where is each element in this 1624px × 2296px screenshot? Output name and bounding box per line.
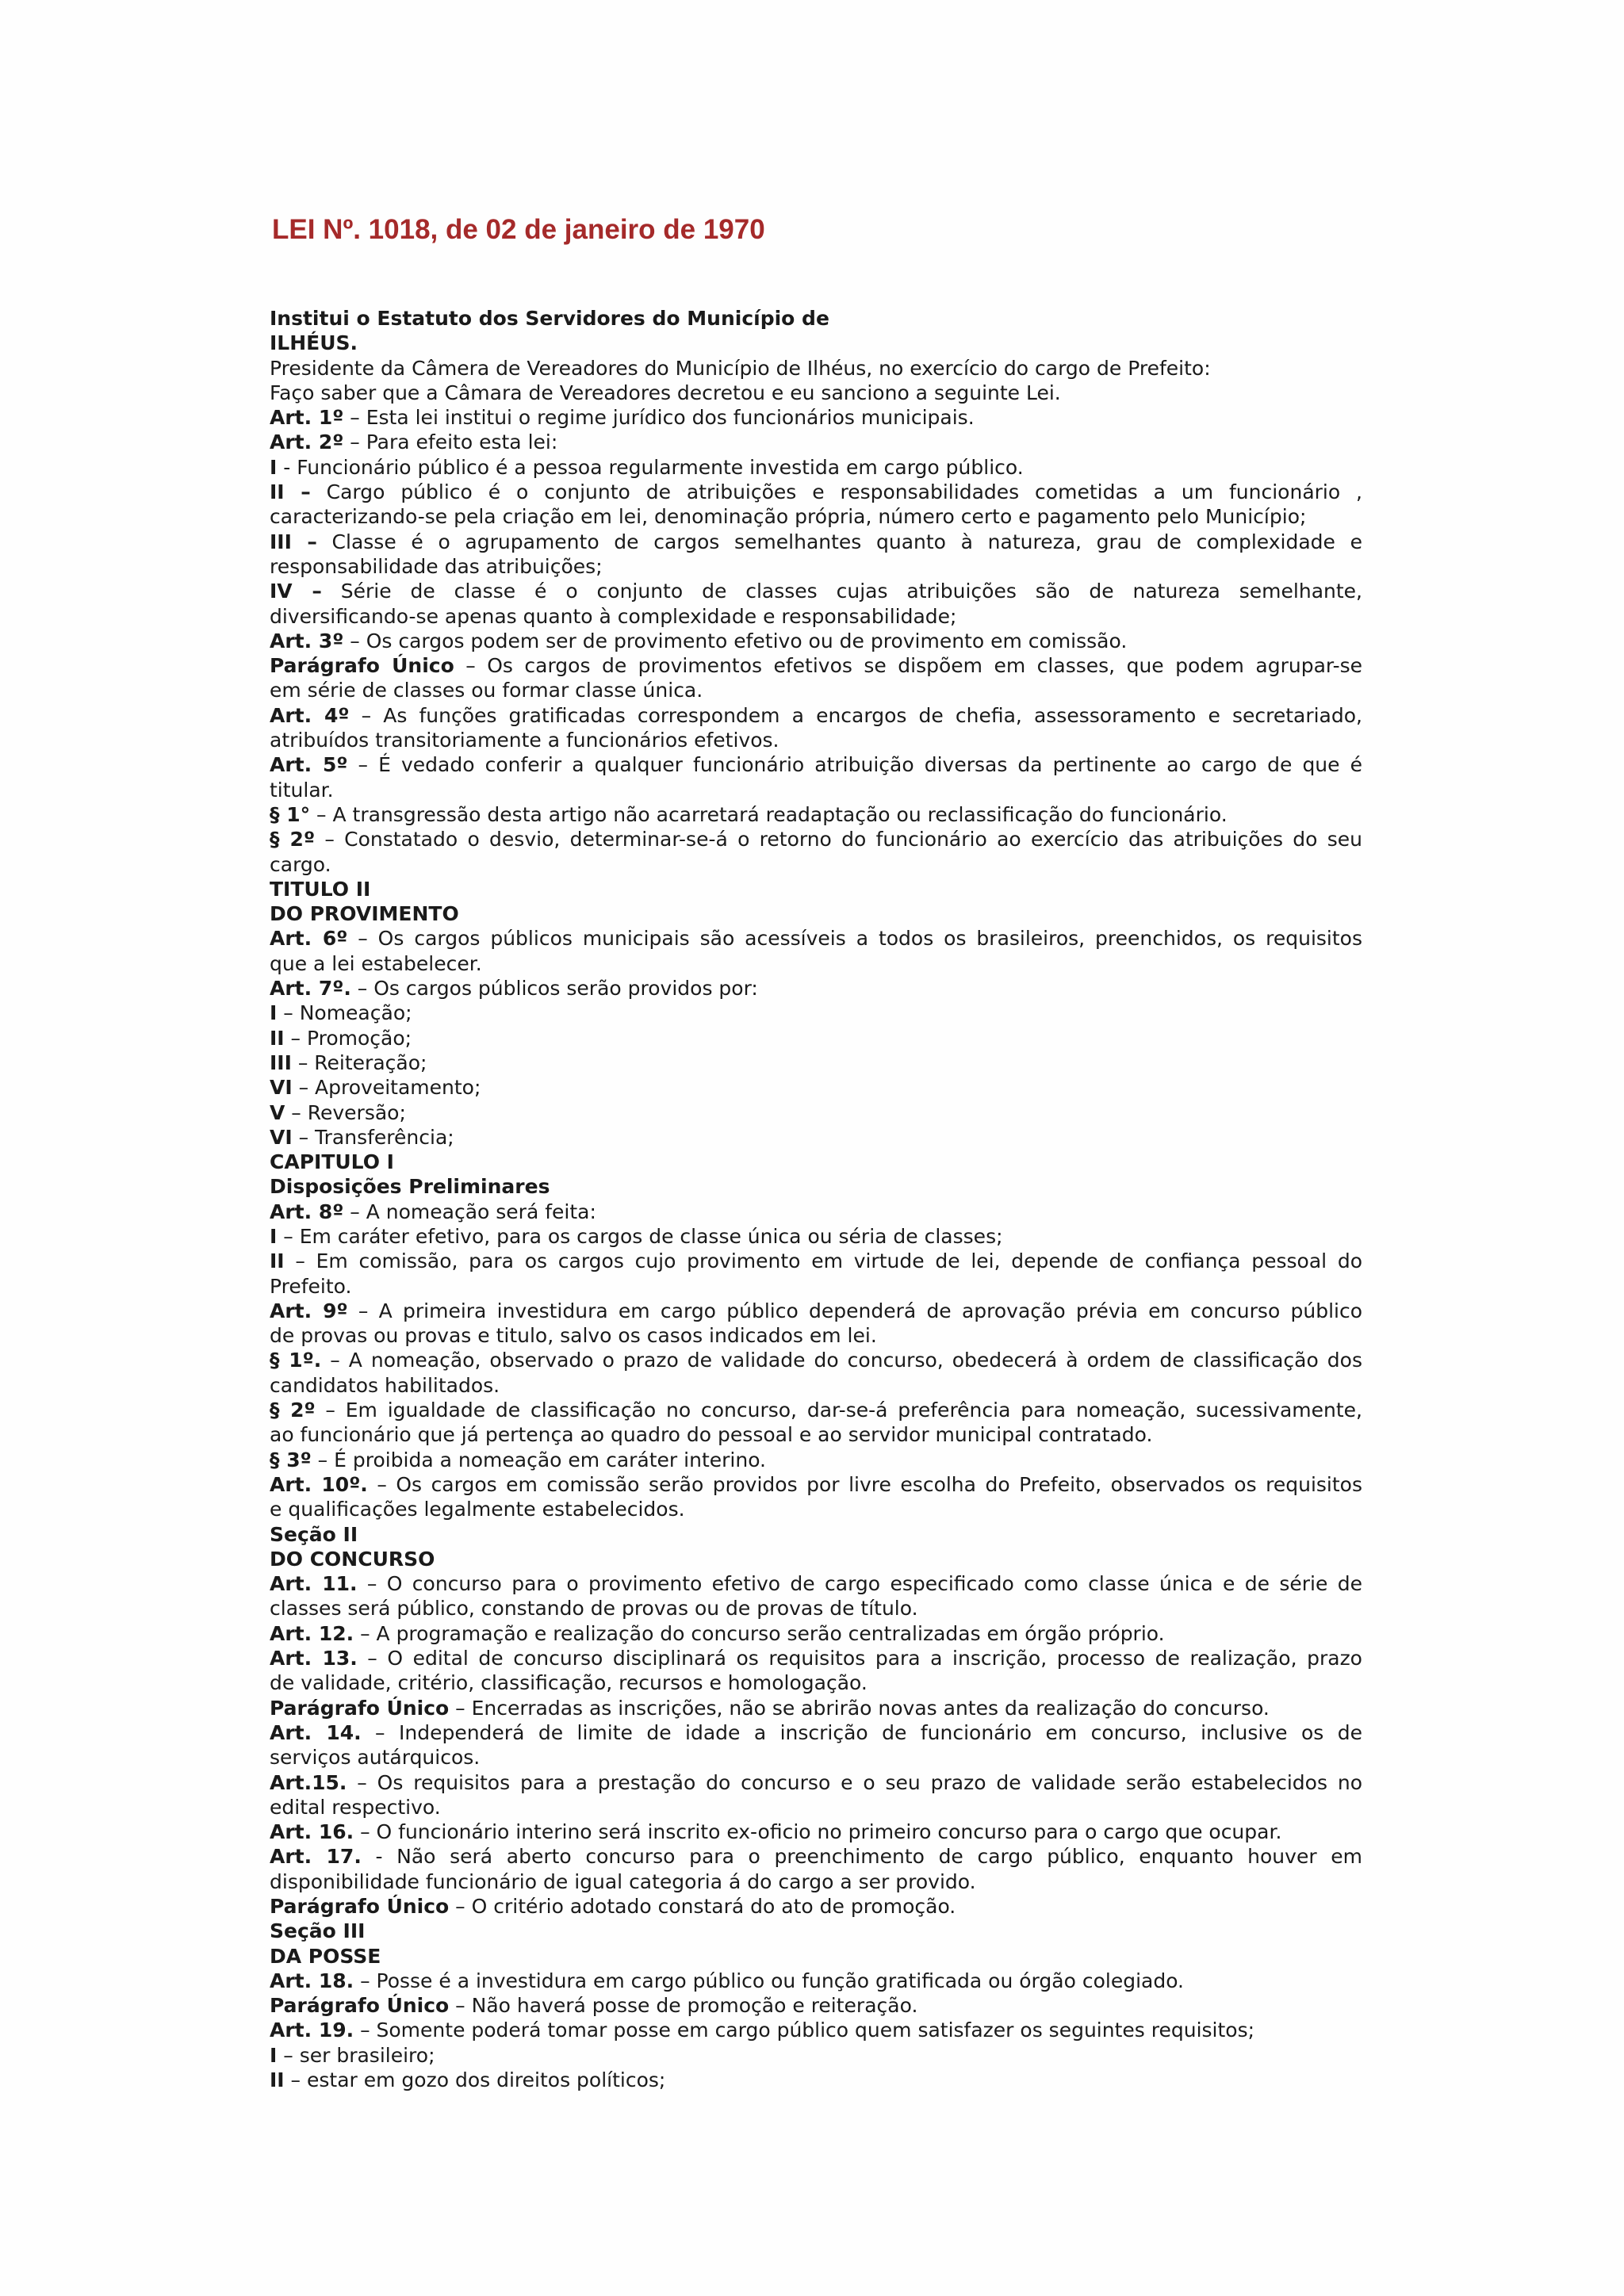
text-line — [270, 1795, 1362, 1820]
text-line — [270, 356, 1362, 381]
law-body — [270, 306, 1362, 2092]
line-text: – Não haverá posse de promoção e reiteração. — [449, 1994, 918, 2018]
bold-label: § 1º. — [270, 1349, 322, 1372]
bold-label: Art. 1º — [270, 406, 344, 430]
bold-label: III – — [270, 530, 317, 553]
text-line — [270, 1522, 1362, 1547]
text-line — [270, 703, 1362, 728]
text-line — [270, 2018, 1362, 2042]
text-line — [270, 629, 1362, 653]
line-text: – Reversão; — [285, 1100, 406, 1124]
text-line — [270, 1373, 1362, 1398]
line-text: serviços autárquicos. — [270, 1746, 481, 1770]
line-text: – Os cargos de provimentos efetivos se dispõem em classes, que podem agrupar-se — [454, 654, 1362, 678]
bold-label: DO PROVIMENTO — [270, 902, 459, 926]
bold-label: I — [270, 2043, 278, 2067]
text-line — [270, 1571, 1362, 1596]
line-text: atribuídos transitoriamente a funcionários efetivos. — [270, 729, 779, 752]
bold-label: Art. 8º — [270, 1200, 344, 1223]
line-text: responsabilidade das atribuições; — [270, 554, 603, 578]
bold-label: § 2º — [270, 828, 316, 851]
bold-label: Art. 19. — [270, 2019, 354, 2042]
text-line — [270, 554, 1362, 579]
text-line — [270, 1026, 1362, 1050]
line-text: em série de classes ou formar classe única. — [270, 679, 703, 702]
line-text: – A primeira investidura em cargo público dependerá de aprovação prévia em concurso público — [347, 1299, 1362, 1322]
bold-label: TITULO II — [270, 877, 371, 901]
line-text: – estar em gozo dos direitos políticos; — [284, 2068, 666, 2092]
text-line — [270, 1497, 1362, 1521]
bold-label: I — [270, 1001, 278, 1025]
text-line — [270, 2043, 1362, 2068]
bold-label: Art. 12. — [270, 1621, 354, 1645]
bold-label: Art. 10º. — [270, 1472, 368, 1496]
line-text: – Para efeito esta lei: — [343, 430, 558, 454]
bold-label: DO CONCURSO — [270, 1547, 435, 1571]
text-line — [270, 728, 1362, 752]
line-text: ao funcionário que já pertença ao quadro do pessoal e ao servidor municipal contratado. — [270, 1423, 1153, 1447]
text-line — [270, 1274, 1362, 1299]
line-text: – É vedado conferir a qualquer funcionário atribuição diversas da pertinente ao cargo de que é — [347, 753, 1362, 777]
line-text: – Somente poderá tomar posse em cargo público quem satisfazer os seguintes requisitos; — [354, 2019, 1255, 2042]
text-line — [270, 1894, 1362, 1919]
line-text: caracterizando-se pela criação em lei, denominação própria, número certo e pagamento pelo Município; — [270, 505, 1307, 529]
text-line — [270, 1720, 1362, 1745]
text-line — [270, 1745, 1362, 1770]
text-line — [270, 1398, 1362, 1422]
line-text: – Constatado o desvio, determinar-se-á o retorno do funcionário ao exercício das atribuições do seu — [315, 828, 1362, 851]
text-line — [270, 827, 1362, 851]
bold-label: Art. 9º — [270, 1299, 348, 1322]
bold-label: Art. 4º — [270, 703, 350, 727]
text-line — [270, 1001, 1362, 1025]
text-line — [270, 1621, 1362, 1646]
line-text: Série de classe é o conjunto de classes cujas atribuições são de natureza semelhante, — [321, 580, 1362, 603]
line-text: Prefeito. — [270, 1274, 352, 1298]
text-line — [270, 1174, 1362, 1199]
text-line — [270, 678, 1362, 702]
bold-label: VI — [270, 1125, 293, 1149]
text-line — [270, 579, 1362, 603]
bold-label: Art. 5º — [270, 753, 348, 777]
line-text: cargo. — [270, 852, 331, 876]
bold-label: DA POSSE — [270, 1944, 381, 1968]
bold-label: § 2º — [270, 1399, 316, 1422]
text-line — [270, 2068, 1362, 2092]
line-text: – Posse é a investidura em cargo público ou função gratificada ou órgão colegiado. — [354, 1969, 1184, 1992]
bold-label: II — [270, 1026, 285, 1050]
bold-label: II — [270, 1249, 285, 1273]
line-text: – As funções gratificadas correspondem a encargos de chefia, assessoramento e secretariado, — [349, 703, 1362, 727]
bold-label: IV – — [270, 580, 322, 603]
bold-label: Seção II — [270, 1522, 358, 1546]
bold-label: II — [270, 2068, 285, 2092]
text-line — [270, 1448, 1362, 1472]
bold-label: Art. 2º — [270, 430, 344, 454]
line-text: – Esta lei institui o regime jurídico dos funcionários municipais. — [343, 406, 975, 430]
bold-label: § 3º — [270, 1448, 312, 1471]
line-text: Faço saber que a Câmara de Vereadores decretou e eu sanciono a seguinte Lei. — [270, 381, 1061, 404]
line-text: classes será público, constando de provas ou de provas de título. — [270, 1597, 918, 1621]
line-text: – Independerá de limite de idade a inscrição de funcionário em concurso, inclusive os de — [361, 1720, 1362, 1744]
line-text: – Aproveitamento; — [292, 1076, 481, 1100]
line-text: – O concurso para o provimento efetivo de cargo especificado como classe única e de série de — [357, 1572, 1362, 1596]
line-text: – Os cargos podem ser de provimento efetivo ou de provimento em comissão. — [343, 629, 1128, 652]
line-text: – Reiteração; — [291, 1050, 427, 1074]
text-line — [270, 1348, 1362, 1372]
line-text: – Em comissão, para os cargos cujo provimento em virtude de lei, depende de confiança pessoal do — [284, 1249, 1362, 1273]
bold-label: Disposições Preliminares — [270, 1175, 550, 1199]
text-line — [270, 1200, 1362, 1224]
line-text: – Os cargos em comissão serão providos por livre escolha do Prefeito, observados os requisitos — [367, 1472, 1362, 1496]
line-text: Cargo público é o conjunto de atribuições e responsabilidades cometidas a um funcionário , — [310, 480, 1362, 504]
text-line — [270, 405, 1362, 430]
line-text: - Não será aberto concurso para o preenchimento de cargo público, enquanto houver em — [361, 1845, 1362, 1869]
bold-label: Art. 14. — [270, 1720, 362, 1744]
text-line — [270, 1844, 1362, 1869]
line-text: titular. — [270, 778, 334, 802]
text-line — [270, 976, 1362, 1001]
text-line — [270, 901, 1362, 926]
line-text: – A nomeação, observado o prazo de validade do concurso, obedecerá à ordem de classificação dos — [321, 1349, 1362, 1372]
line-text: – É proibida a nomeação em caráter interino. — [311, 1448, 766, 1471]
bold-label: VI — [270, 1076, 293, 1100]
line-text: Presidente da Câmera de Vereadores do Município de Ilhéus, no exercício do cargo de Prefeito: — [270, 356, 1211, 380]
bold-label: Art.15. — [270, 1770, 347, 1794]
bold-label: Art. 16. — [270, 1820, 354, 1844]
text-line — [270, 1646, 1362, 1670]
bold-label: Art. 17. — [270, 1845, 362, 1869]
line-text: – Transferência; — [292, 1125, 454, 1149]
bold-label: I — [270, 455, 278, 479]
line-text: de validade, critério, classificação, recursos e homologação. — [270, 1671, 868, 1695]
bold-label: Parágrafo Único — [270, 1696, 450, 1720]
text-line — [270, 480, 1362, 504]
text-line — [270, 1224, 1362, 1249]
text-line — [270, 877, 1362, 901]
line-text: edital respectivo. — [270, 1795, 441, 1819]
bold-label: Seção III — [270, 1919, 366, 1943]
bold-label: Art. 7º. — [270, 977, 351, 1001]
text-line — [270, 1670, 1362, 1695]
bold-label: Art. 3º — [270, 629, 344, 652]
text-line — [270, 852, 1362, 877]
text-line — [270, 381, 1362, 405]
bold-label: Parágrafo Único — [270, 1895, 450, 1918]
text-line — [270, 951, 1362, 976]
bold-label: III — [270, 1050, 292, 1074]
text-line — [270, 530, 1362, 554]
bold-label: II – — [270, 480, 311, 504]
text-line — [270, 1869, 1362, 1894]
line-text: de provas ou provas e titulo, salvo os casos indicados em lei. — [270, 1324, 877, 1348]
bold-label: § 1° — [270, 802, 311, 826]
text-line — [270, 455, 1362, 480]
text-line — [270, 653, 1362, 678]
text-line — [270, 1472, 1362, 1497]
bold-label: CAPITULO I — [270, 1150, 394, 1174]
text-line — [270, 1249, 1362, 1273]
line-text: – Os cargos públicos municipais são acessíveis a todos os brasileiros, preenchidos, os requisitos — [347, 927, 1362, 951]
line-text: – O critério adotado constará do ato de promoção. — [449, 1895, 956, 1918]
text-line — [270, 1696, 1362, 1720]
text-line — [270, 1596, 1362, 1621]
line-text: – O funcionário interino será inscrito ex-oficio no primeiro concurso para o cargo que ocupar. — [354, 1820, 1282, 1844]
line-text: diversificando-se apenas quanto à complexidade e responsabilidade; — [270, 604, 957, 628]
line-text: – ser brasileiro; — [277, 2043, 435, 2067]
line-text: – A nomeação será feita: — [343, 1200, 596, 1223]
text-line — [270, 1150, 1362, 1174]
line-text: – Nomeação; — [277, 1001, 412, 1025]
line-text: e qualificações legalmente estabelecidos. — [270, 1498, 685, 1521]
text-line — [270, 1100, 1362, 1125]
line-text: candidatos habilitados. — [270, 1373, 500, 1397]
text-line — [270, 604, 1362, 629]
line-text: – O edital de concurso disciplinará os requisitos para a inscrição, processo de realização, prazo — [357, 1647, 1362, 1670]
bold-label: Parágrafo Único — [270, 654, 454, 678]
law-title: LEI Nº. 1018, de 02 de janeiro de 1970 — [272, 214, 765, 245]
text-line — [270, 926, 1362, 951]
text-line — [270, 1125, 1362, 1150]
text-line — [270, 1323, 1362, 1348]
line-text: disponibilidade funcionário de igual categoria á do cargo a ser provido. — [270, 1869, 976, 1893]
line-text: – Encerradas as inscrições, não se abrirão novas antes da realização do concurso. — [449, 1696, 1270, 1720]
line-text: – Em caráter efetivo, para os cargos de classe única ou séria de classes; — [277, 1224, 1003, 1248]
line-text: - Funcionário público é a pessoa regularmente investida em cargo público. — [277, 455, 1024, 479]
bold-label: Art. 13. — [270, 1647, 358, 1670]
text-line — [270, 1919, 1362, 1943]
bold-label: Parágrafo Único — [270, 1994, 450, 2018]
text-line — [270, 1299, 1362, 1323]
bold-label: ILHÉUS. — [270, 331, 358, 355]
line-text: – Os requisitos para a prestação do concurso e o seu prazo de validade serão estabelecidos no — [347, 1770, 1362, 1794]
bold-label: V — [270, 1100, 285, 1124]
line-text: – A transgressão desta artigo não acarretará readaptação ou reclassificação do funcionário. — [310, 802, 1228, 826]
line-text: Classe é o agrupamento de cargos semelhantes quanto à natureza, grau de complexidade e — [316, 530, 1362, 553]
text-line — [270, 306, 1362, 331]
text-line — [270, 802, 1362, 827]
text-line — [270, 1969, 1362, 1993]
text-line — [270, 1075, 1362, 1100]
text-line — [270, 778, 1362, 802]
text-line — [270, 752, 1362, 777]
text-line — [270, 430, 1362, 454]
bold-label: I — [270, 1224, 278, 1248]
bold-label: Art. 6º — [270, 927, 348, 951]
text-line — [270, 1820, 1362, 1844]
line-text: – A programação e realização do concurso serão centralizadas em órgão próprio. — [354, 1621, 1165, 1645]
line-text: que a lei estabelecer. — [270, 951, 482, 975]
bold-label: Art. 11. — [270, 1572, 358, 1596]
text-line — [270, 1422, 1362, 1447]
text-line — [270, 331, 1362, 355]
text-line — [270, 1944, 1362, 1969]
text-line — [270, 1050, 1362, 1075]
line-text: – Os cargos públicos serão providos por: — [350, 977, 758, 1001]
line-text: – Em igualdade de classificação no concurso, dar-se-á preferência para nomeação, sucessivamente, — [315, 1399, 1362, 1422]
text-line — [270, 1770, 1362, 1795]
text-line — [270, 504, 1362, 529]
text-line — [270, 1993, 1362, 2018]
bold-label: Art. 18. — [270, 1969, 354, 1992]
text-line — [270, 1547, 1362, 1571]
bold-label: Institui o Estatuto dos Servidores do Município de — [270, 307, 829, 330]
line-text: – Promoção; — [284, 1026, 412, 1050]
